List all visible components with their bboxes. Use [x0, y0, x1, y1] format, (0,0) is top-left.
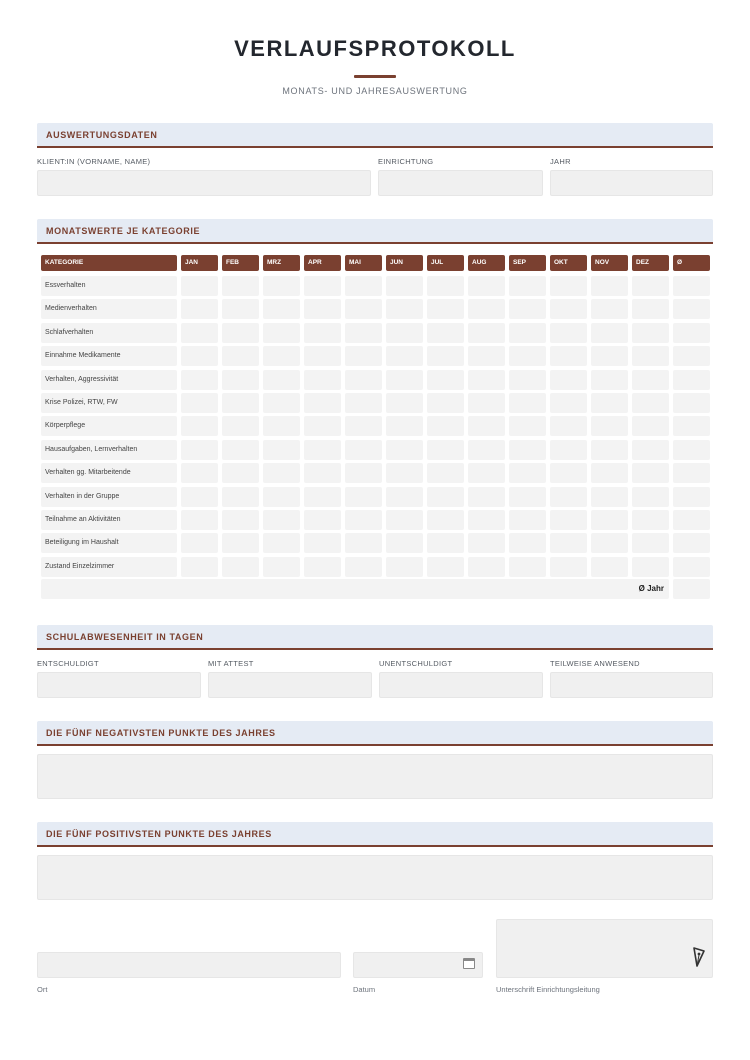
table-cell[interactable] [673, 416, 710, 436]
table-cell[interactable] [632, 510, 669, 530]
section-monatswerte [37, 219, 713, 244]
table-cell[interactable] [345, 299, 382, 319]
table-cell[interactable] [427, 370, 464, 390]
table-cell[interactable] [222, 487, 259, 507]
table-cell[interactable] [591, 416, 628, 436]
page-subtitle: MONATS- UND JAHRESAUSWERTUNG [282, 86, 468, 96]
table-cell[interactable] [427, 323, 464, 343]
ort-label: Ort [37, 985, 48, 994]
table-row-label: Verhalten, Aggressivität [41, 370, 177, 390]
table-cell[interactable] [181, 393, 218, 413]
unentschuldigt-label: UNENTSCHULDIGT [379, 659, 453, 668]
table-cell[interactable] [181, 370, 218, 390]
positiv-textarea[interactable] [37, 855, 713, 900]
table-cell[interactable] [591, 370, 628, 390]
pen-nib-icon [692, 946, 706, 968]
table-cell[interactable] [632, 299, 669, 319]
table-cell[interactable] [304, 299, 341, 319]
table-cell[interactable] [468, 393, 505, 413]
year-average-row [41, 579, 669, 599]
page-title: VERLAUFSPROTOKOLL [234, 36, 516, 61]
table-cell[interactable] [345, 510, 382, 530]
table-cell[interactable] [550, 533, 587, 553]
table-cell[interactable] [263, 393, 300, 413]
table-cell[interactable] [263, 533, 300, 553]
table-cell[interactable] [222, 393, 259, 413]
table-cell[interactable] [550, 557, 587, 577]
table-cell[interactable] [304, 276, 341, 296]
table-row-label: Teilnahme an Aktivitäten [41, 510, 177, 530]
table-cell[interactable] [181, 510, 218, 530]
client-name-label: KLIENT:IN (VORNAME, NAME) [37, 157, 151, 166]
table-cell[interactable] [427, 510, 464, 530]
table-cell[interactable] [386, 323, 423, 343]
table-cell[interactable] [632, 370, 669, 390]
table-cell[interactable] [673, 510, 710, 530]
table-cell[interactable] [591, 487, 628, 507]
client-name-field[interactable] [37, 170, 371, 196]
table-cell[interactable] [222, 346, 259, 366]
jahr-label: JAHR [550, 157, 571, 166]
table-cell[interactable] [304, 346, 341, 366]
table-cell[interactable] [673, 393, 710, 413]
table-cell[interactable] [468, 533, 505, 553]
table-cell[interactable] [386, 440, 423, 460]
entschuldigt-field[interactable] [37, 672, 201, 698]
table-cell[interactable] [222, 557, 259, 577]
table-cell[interactable] [591, 440, 628, 460]
table-cell[interactable] [181, 557, 218, 577]
table-cell[interactable] [673, 487, 710, 507]
table-cell[interactable] [181, 440, 218, 460]
table-cell[interactable] [427, 463, 464, 483]
table-cell[interactable] [632, 557, 669, 577]
table-cell[interactable] [550, 416, 587, 436]
table-cell[interactable] [222, 463, 259, 483]
table-cell[interactable] [550, 487, 587, 507]
table-cell[interactable] [632, 393, 669, 413]
table-cell[interactable] [427, 276, 464, 296]
table-cell[interactable] [550, 323, 587, 343]
table-cell[interactable] [181, 416, 218, 436]
table-cell[interactable] [509, 370, 546, 390]
table-cell[interactable] [673, 557, 710, 577]
teilweise-field[interactable] [550, 672, 713, 698]
table-cell[interactable] [304, 533, 341, 553]
table-cell[interactable] [386, 370, 423, 390]
section-negativ [37, 721, 713, 746]
table-cell[interactable] [181, 533, 218, 553]
table-cell[interactable] [304, 510, 341, 530]
table-cell[interactable] [304, 463, 341, 483]
table-cell[interactable] [468, 487, 505, 507]
table-cell[interactable] [345, 370, 382, 390]
column-header: SEP [509, 255, 546, 271]
table-cell[interactable] [181, 463, 218, 483]
table-cell[interactable] [509, 393, 546, 413]
calendar-icon[interactable] [463, 958, 475, 969]
table-row-label: Zustand Einzelzimmer [41, 557, 177, 577]
table-cell[interactable] [304, 557, 341, 577]
column-header: DEZ [632, 255, 669, 271]
table-cell[interactable] [468, 440, 505, 460]
table-cell[interactable] [509, 533, 546, 553]
table-cell[interactable] [509, 276, 546, 296]
jahr-field[interactable] [550, 170, 713, 196]
table-row-label: Verhalten in der Gruppe [41, 487, 177, 507]
table-cell[interactable] [181, 346, 218, 366]
table-cell[interactable] [427, 440, 464, 460]
table-row-label: Essverhalten [41, 276, 177, 296]
table-cell[interactable] [468, 346, 505, 366]
table-cell[interactable] [673, 370, 710, 390]
table-cell[interactable] [427, 557, 464, 577]
table-cell[interactable] [550, 463, 587, 483]
table-cell[interactable] [550, 370, 587, 390]
table-cell[interactable] [509, 346, 546, 366]
table-cell[interactable] [386, 393, 423, 413]
section-heading: DIE FÜNF NEGATIVSTEN PUNKTE DES JAHRES [46, 728, 276, 738]
table-cell[interactable] [632, 346, 669, 366]
table-cell[interactable] [427, 416, 464, 436]
table-cell[interactable] [673, 463, 710, 483]
table-cell[interactable] [591, 346, 628, 366]
year-average-field[interactable] [673, 579, 710, 599]
table-cell[interactable] [304, 416, 341, 436]
table-cell[interactable] [386, 557, 423, 577]
table-cell[interactable] [673, 299, 710, 319]
table-cell[interactable] [345, 487, 382, 507]
table-cell[interactable] [509, 510, 546, 530]
table-cell[interactable] [263, 463, 300, 483]
table-cell[interactable] [427, 393, 464, 413]
table-cell[interactable] [386, 346, 423, 366]
table-cell[interactable] [345, 416, 382, 436]
table-cell[interactable] [263, 323, 300, 343]
table-cell[interactable] [550, 299, 587, 319]
table-cell[interactable] [345, 346, 382, 366]
column-header-kategorie: KATEGORIE [41, 255, 177, 271]
table-cell[interactable] [181, 276, 218, 296]
section-heading: MONATSWERTE JE KATEGORIE [46, 226, 201, 236]
ort-field[interactable] [37, 952, 341, 978]
table-cell[interactable] [509, 463, 546, 483]
column-header: AUG [468, 255, 505, 271]
table-cell[interactable] [345, 393, 382, 413]
table-cell[interactable] [632, 533, 669, 553]
table-cell[interactable] [591, 393, 628, 413]
table-row-label: Verhalten gg. Mitarbeitende [41, 463, 177, 483]
table-cell[interactable] [304, 440, 341, 460]
table-row-label: Körperpflege [41, 416, 177, 436]
table-cell[interactable] [509, 299, 546, 319]
table-cell[interactable] [673, 276, 710, 296]
table-cell[interactable] [632, 463, 669, 483]
table-cell[interactable] [386, 416, 423, 436]
column-header: APR [304, 255, 341, 271]
table-cell[interactable] [386, 487, 423, 507]
table-cell[interactable] [263, 276, 300, 296]
entschuldigt-label: ENTSCHULDIGT [37, 659, 99, 668]
table-cell[interactable] [386, 299, 423, 319]
table-cell[interactable] [386, 463, 423, 483]
table-cell[interactable] [263, 299, 300, 319]
table-cell[interactable] [427, 299, 464, 319]
section-heading: AUSWERTUNGSDATEN [46, 130, 158, 140]
table-cell[interactable] [222, 323, 259, 343]
signature-label: Unterschrift Einrichtungsleitung [496, 985, 600, 994]
table-cell[interactable] [632, 487, 669, 507]
table-cell[interactable] [632, 323, 669, 343]
table-cell[interactable] [632, 440, 669, 460]
table-row-label: Hausaufgaben, Lernverhalten [41, 440, 177, 460]
table-cell[interactable] [386, 276, 423, 296]
table-cell[interactable] [632, 276, 669, 296]
column-header: FEB [222, 255, 259, 271]
table-cell[interactable] [345, 323, 382, 343]
table-row-label: Krise Polizei, RTW, FW [41, 393, 177, 413]
table-cell[interactable] [468, 299, 505, 319]
table-cell[interactable] [509, 440, 546, 460]
section-auswertungsdaten [37, 123, 713, 148]
table-row-label: Schlafverhalten [41, 323, 177, 343]
column-header: MRZ [263, 255, 300, 271]
column-header: JUN [386, 255, 423, 271]
table-cell[interactable] [222, 370, 259, 390]
column-header: JAN [181, 255, 218, 271]
column-header: JUL [427, 255, 464, 271]
section-heading: DIE FÜNF POSITIVSTEN PUNKTE DES JAHRES [46, 829, 272, 839]
table-cell[interactable] [345, 463, 382, 483]
table-row-label: Beteiligung im Haushalt [41, 533, 177, 553]
table-cell[interactable] [673, 346, 710, 366]
unentschuldigt-field[interactable] [379, 672, 543, 698]
table-row-label: Einnahme Medikamente [41, 346, 177, 366]
table-cell[interactable] [263, 557, 300, 577]
table-cell[interactable] [181, 299, 218, 319]
table-cell[interactable] [509, 323, 546, 343]
table-cell[interactable] [591, 276, 628, 296]
table-row-label: Medienverhalten [41, 299, 177, 319]
table-cell[interactable] [468, 416, 505, 436]
table-cell[interactable] [345, 533, 382, 553]
table-cell[interactable] [468, 557, 505, 577]
table-cell[interactable] [181, 487, 218, 507]
column-header: MAI [345, 255, 382, 271]
datum-label: Datum [353, 985, 376, 994]
table-cell[interactable] [263, 416, 300, 436]
table-cell[interactable] [222, 440, 259, 460]
section-heading: SCHULABWESENHEIT IN TAGEN [46, 632, 204, 642]
column-header: Ø [673, 255, 710, 271]
table-cell[interactable] [386, 510, 423, 530]
table-cell[interactable] [509, 416, 546, 436]
table-cell[interactable] [591, 323, 628, 343]
table-cell[interactable] [468, 370, 505, 390]
table-cell[interactable] [550, 510, 587, 530]
title-divider [354, 75, 396, 78]
table-cell[interactable] [468, 463, 505, 483]
table-cell[interactable] [345, 276, 382, 296]
table-cell[interactable] [550, 346, 587, 366]
column-header: OKT [550, 255, 587, 271]
table-cell[interactable] [591, 557, 628, 577]
table-cell[interactable] [263, 487, 300, 507]
table-cell[interactable] [591, 510, 628, 530]
table-cell[interactable] [427, 346, 464, 366]
table-cell[interactable] [550, 440, 587, 460]
mit-attest-field[interactable] [208, 672, 372, 698]
table-cell[interactable] [304, 370, 341, 390]
section-positiv [37, 822, 713, 847]
table-cell[interactable] [263, 440, 300, 460]
table-cell[interactable] [591, 299, 628, 319]
table-cell[interactable] [591, 533, 628, 553]
table-cell[interactable] [304, 393, 341, 413]
table-cell[interactable] [427, 533, 464, 553]
table-cell[interactable] [673, 440, 710, 460]
table-cell[interactable] [304, 487, 341, 507]
einrichtung-field[interactable] [378, 170, 543, 196]
table-cell[interactable] [345, 557, 382, 577]
year-average-label: Ø Jahr [638, 584, 664, 593]
table-cell[interactable] [509, 557, 546, 577]
column-header: NOV [591, 255, 628, 271]
table-cell[interactable] [468, 510, 505, 530]
negativ-textarea[interactable] [37, 754, 713, 799]
table-cell[interactable] [386, 533, 423, 553]
table-cell[interactable] [345, 440, 382, 460]
section-schulabwesenheit [37, 625, 713, 650]
table-cell[interactable] [550, 393, 587, 413]
teilweise-label: TEILWEISE ANWESEND [550, 659, 640, 668]
table-cell[interactable] [222, 299, 259, 319]
signature-field[interactable] [496, 919, 713, 978]
einrichtung-label: EINRICHTUNG [378, 157, 434, 166]
table-cell[interactable] [222, 276, 259, 296]
table-cell[interactable] [509, 487, 546, 507]
table-cell[interactable] [304, 323, 341, 343]
table-cell[interactable] [181, 323, 218, 343]
table-cell[interactable] [222, 510, 259, 530]
table-cell[interactable] [591, 463, 628, 483]
table-cell[interactable] [673, 323, 710, 343]
table-cell[interactable] [263, 370, 300, 390]
table-cell[interactable] [468, 276, 505, 296]
table-cell[interactable] [222, 416, 259, 436]
table-cell[interactable] [263, 346, 300, 366]
table-cell[interactable] [263, 510, 300, 530]
table-cell[interactable] [632, 416, 669, 436]
table-cell[interactable] [427, 487, 464, 507]
table-cell[interactable] [550, 276, 587, 296]
table-cell[interactable] [468, 323, 505, 343]
table-cell[interactable] [673, 533, 710, 553]
table-cell[interactable] [222, 533, 259, 553]
mit-attest-label: MIT ATTEST [208, 659, 254, 668]
